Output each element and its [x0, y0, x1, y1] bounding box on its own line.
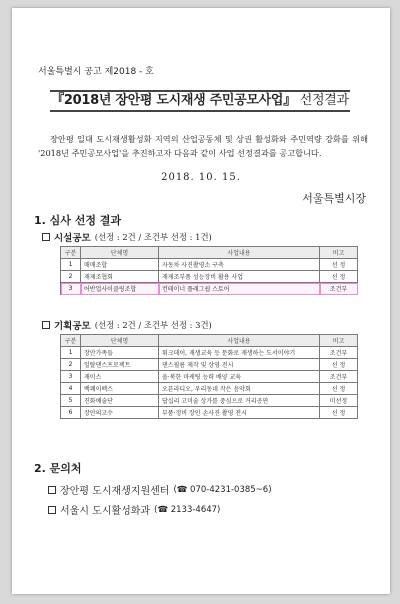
cell-content: 오픈라디오, 우리동네 작은 음악회: [159, 383, 320, 395]
contact-item: [48, 482, 272, 497]
planning-table: [60, 334, 358, 419]
section-1-heading: 1. 심사 선정 결과: [34, 214, 122, 227]
col-header: 사업내용: [159, 247, 320, 259]
cell-remark: 미선정: [320, 395, 358, 407]
facility-label: 시설공모: [54, 233, 91, 244]
table-row: [61, 371, 358, 383]
col-header: 비고: [320, 247, 358, 259]
notice-number: 서울특별시 공고 제2018 - 호: [38, 67, 154, 77]
cell-group: 재이스: [81, 371, 159, 383]
contact-phone: (☎ 070-4231-0385~6): [173, 484, 272, 495]
cell-no: 1: [61, 347, 81, 359]
col-header: 단체명: [81, 247, 159, 259]
table-row: [61, 347, 358, 359]
contact-name: 서울시 도시활성화과: [60, 506, 151, 517]
cell-no: 3: [61, 371, 81, 383]
cell-no: 2: [61, 359, 81, 371]
cell-no: 2: [61, 271, 81, 283]
table-row: [61, 383, 358, 395]
section-2-heading: 2. 문의처: [34, 462, 82, 475]
cell-group: 어반업사이클링조합: [81, 283, 159, 295]
cell-content: 댄스필름 제작 및 상영 전시: [159, 359, 320, 371]
cell-no: 1: [61, 259, 81, 271]
cell-no: 5: [61, 395, 81, 407]
cell-group: 일탈댄스프로젝트: [81, 359, 159, 371]
cell-content: 자동차 사진촬영소 구축: [159, 259, 320, 271]
cell-group: 재제조협회: [81, 271, 159, 283]
table-header-row: [61, 335, 358, 347]
cell-content: 올·북한 마케팅 능력 배양 교육: [159, 371, 320, 383]
facility-subheading: [42, 230, 212, 244]
cell-group: 진화예술단: [81, 395, 159, 407]
cell-content: 부품·정비 장인 손사진 촬영 전시: [159, 407, 320, 419]
intro-paragraph: 장안평 일대 도시재생활성화 지역의 산업공동체 및 상권 활성화와 주민역량 강화를 위해 '2018년 주민공모사업'을 추진하고자 다음과 같이 사업 선정결과를 공고합니다.: [38, 134, 368, 158]
cell-no: 4: [61, 383, 81, 395]
col-header: 구분: [61, 247, 81, 259]
cell-remark: 조건부: [320, 371, 358, 383]
cell-remark: 선 정: [320, 259, 358, 271]
cell-group: 백쾌이펙스: [81, 383, 159, 395]
contact-item: [48, 502, 220, 517]
table-row: [61, 395, 358, 407]
notice-date: 2018. 10. 15.: [161, 172, 241, 183]
planning-note: (선정 : 2건 / 조건부 선정 : 3건): [94, 320, 212, 330]
col-header: 구분: [61, 335, 81, 347]
notice-document: [12, 8, 390, 594]
title-suffix: 선정결과: [295, 93, 349, 108]
checkbox-bullet-icon: [48, 506, 56, 514]
cell-group: 매매조합: [81, 259, 159, 271]
table-header-row: [61, 247, 358, 259]
cell-remark: 선 정: [320, 359, 358, 371]
cell-remark: 조건부: [320, 347, 358, 359]
cell-remark: 조건부: [320, 283, 358, 295]
cell-content: 컨테이너 플래그쉽 스토어: [159, 283, 320, 295]
cell-content: 워크데이, 재생교육 등 문화로 재생하는 도서이야기: [159, 347, 320, 359]
cell-content: 답십리 고미술 상가를 중심으로 거리공연: [159, 395, 320, 407]
checkbox-bullet-icon: [42, 321, 50, 329]
cell-remark: 선 정: [320, 271, 358, 283]
cell-group: 장안의고수: [81, 407, 159, 419]
checkbox-bullet-icon: [42, 233, 50, 241]
table-row-highlighted: [61, 283, 358, 295]
table-row: [61, 259, 358, 271]
cell-group: 장안가족들: [81, 347, 159, 359]
cell-remark: 선 정: [320, 383, 358, 395]
contact-phone: (☎ 2133-4647): [154, 504, 221, 515]
col-header: 사업내용: [159, 335, 320, 347]
cell-no: 6: [61, 407, 81, 419]
contact-name: 장안평 도시재생지원센터: [60, 486, 170, 497]
cell-content: 재제조부품 성능장비 활용 사업: [159, 271, 320, 283]
checkbox-bullet-icon: [48, 486, 56, 494]
table-row: [61, 407, 358, 419]
planning-label: 기획공모: [54, 321, 91, 332]
facility-note: (선정 : 2건 / 조건부 선정 : 1건): [94, 232, 212, 242]
cell-remark: 선 정: [320, 407, 358, 419]
document-title: [50, 90, 350, 112]
planning-subheading: [42, 318, 212, 332]
cell-no: 3: [61, 283, 81, 295]
facility-table: [60, 246, 358, 295]
title-main: 『2018년 장안평 도시재생 주민공모사업』: [51, 93, 296, 108]
col-header: 단체명: [81, 335, 159, 347]
col-header: 비고: [320, 335, 358, 347]
table-row: [61, 271, 358, 283]
table-row: [61, 359, 358, 371]
signer: 서울특별시장: [302, 192, 366, 205]
